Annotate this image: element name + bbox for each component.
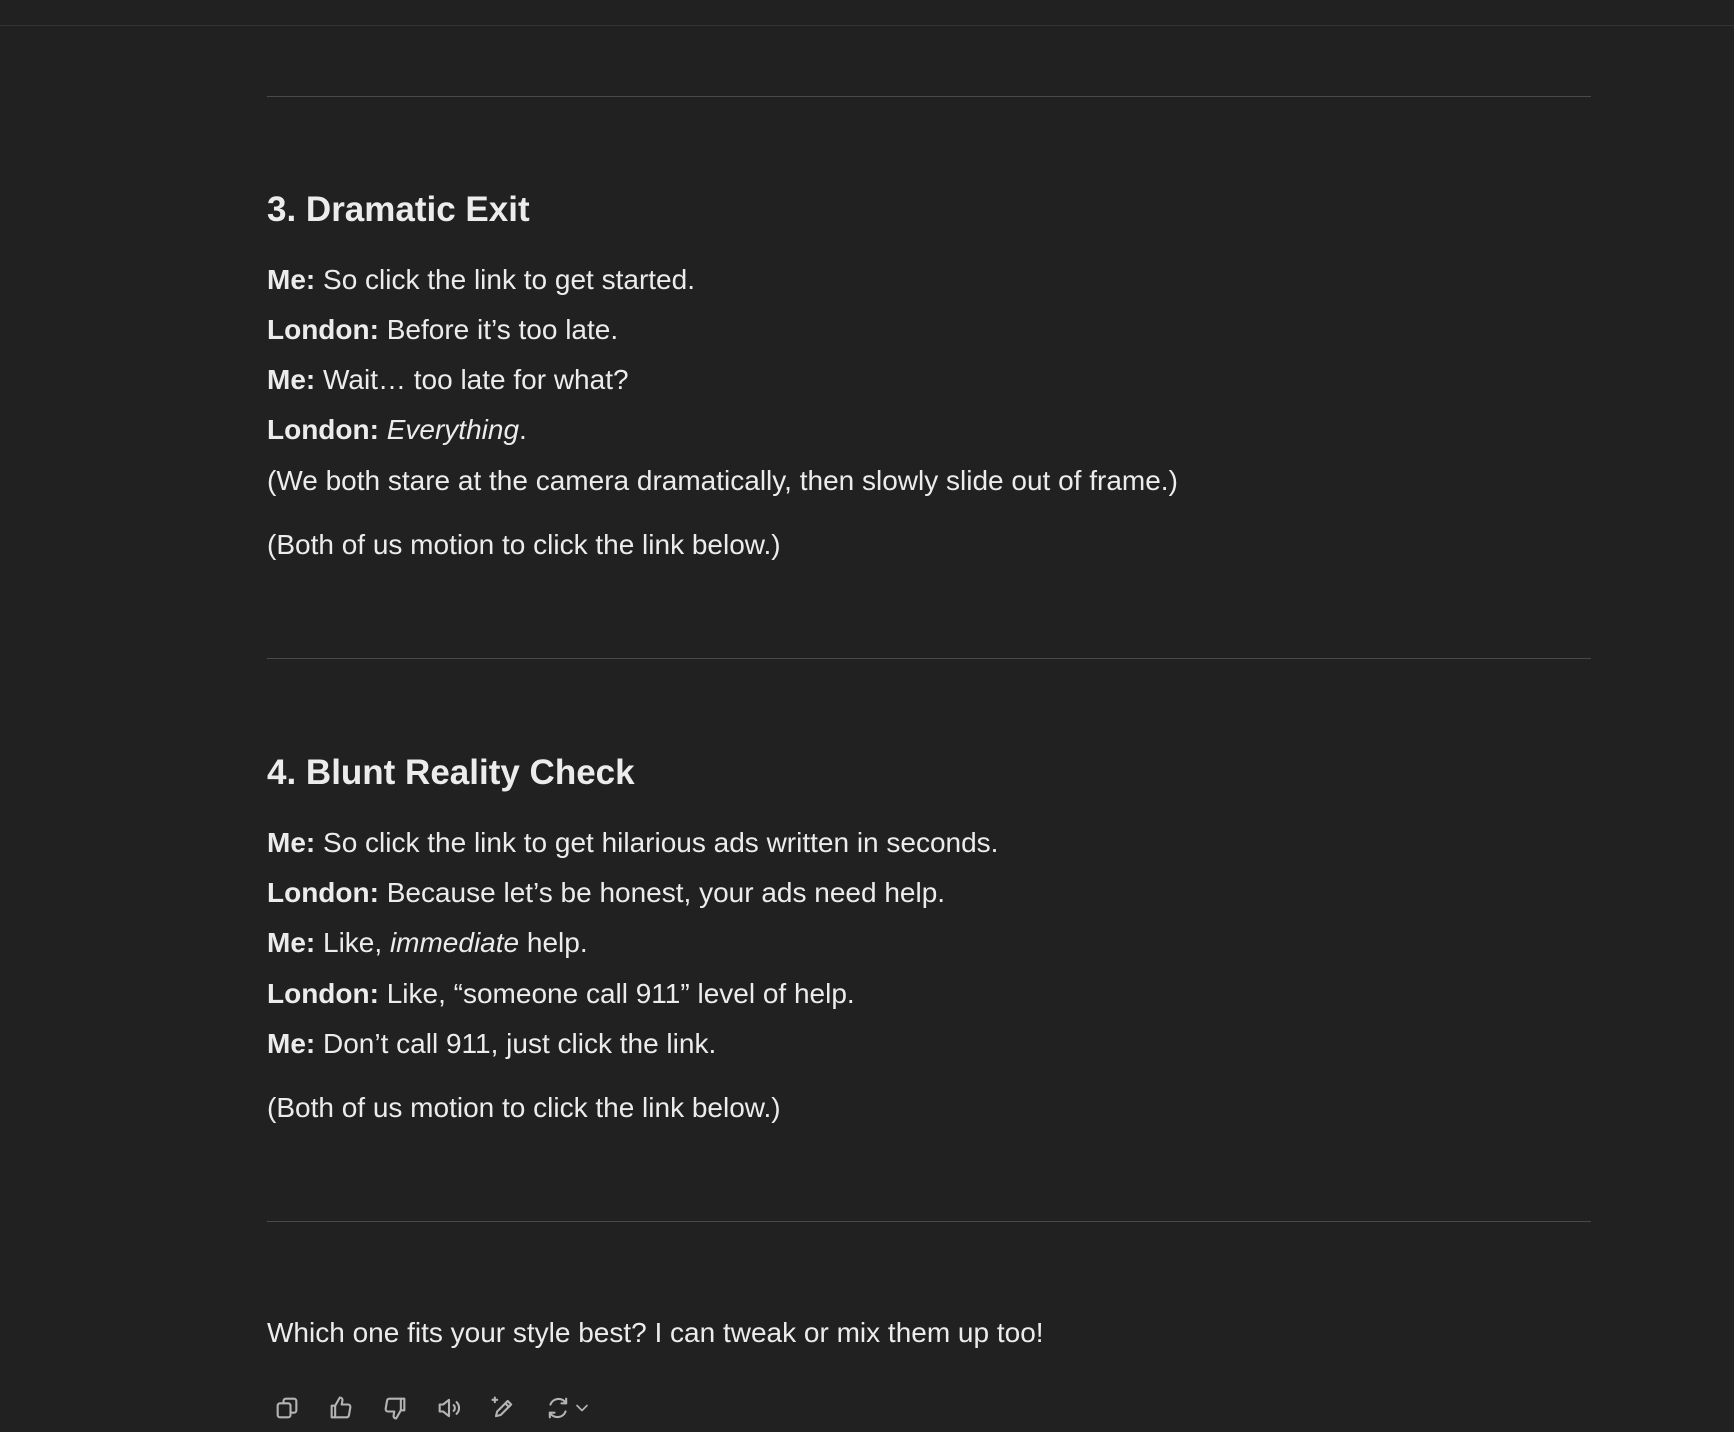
speaker-label: Me:	[267, 1028, 316, 1059]
copy-button[interactable]	[267, 1388, 307, 1428]
dialogue-text: Wait… too late for what?	[315, 364, 629, 395]
divider	[267, 1221, 1591, 1222]
dialogue-line	[267, 262, 695, 298]
speaker-label: Me:	[267, 364, 316, 395]
good-response-button[interactable]	[321, 1388, 361, 1428]
speaker-label: London:	[267, 978, 379, 1009]
edit-in-canvas-button[interactable]	[483, 1388, 523, 1428]
dialogue-line	[267, 875, 945, 911]
dialogue-text: .	[519, 414, 527, 445]
dialogue-line	[267, 362, 629, 398]
thumbs-down-icon	[381, 1394, 409, 1422]
dialogue-text: So click the link to get hilarious ads written in seconds.	[315, 827, 999, 858]
dialogue-text: Like, “someone call 911” level of help.	[378, 978, 855, 1009]
dialogue-line	[267, 925, 588, 961]
divider	[267, 658, 1591, 659]
bad-response-button[interactable]	[375, 1388, 415, 1428]
dialogue-text: Don’t call 911, just click the link.	[315, 1028, 717, 1059]
emphasis-text: immediate	[389, 927, 520, 958]
closing-direction: (Both of us motion to click the link below.)	[267, 529, 781, 560]
speaker-label: Me:	[267, 827, 316, 858]
dialogue-text: help.	[519, 927, 588, 958]
dialogue-text: So click the link to get started.	[315, 264, 695, 295]
dialogue-line	[267, 312, 618, 348]
copy-icon	[273, 1394, 301, 1422]
chevron-down-icon	[572, 1398, 592, 1418]
dialogue-line	[267, 976, 855, 1012]
edit-sparkle-icon	[489, 1394, 517, 1422]
closing-question: Which one fits your style best? I can tweak or mix them up too!	[267, 1317, 1044, 1348]
divider	[267, 96, 1591, 97]
speaker-label: London:	[267, 414, 379, 445]
regenerate-icon	[544, 1394, 572, 1422]
dialogue-line	[267, 412, 527, 448]
message-actions	[267, 1388, 613, 1428]
read-aloud-button[interactable]	[429, 1388, 469, 1428]
speaker-label: Me:	[267, 927, 316, 958]
dialogue-line	[267, 1026, 716, 1062]
emphasis-text: Everything	[386, 414, 520, 445]
speaker-label: Me:	[267, 264, 316, 295]
closing-direction: (Both of us motion to click the link below.)	[267, 1092, 781, 1123]
section-heading: 4. Blunt Reality Check	[267, 753, 635, 792]
speaker-label: London:	[267, 314, 379, 345]
section-heading: 3. Dramatic Exit	[267, 190, 530, 229]
thumbs-up-icon	[327, 1394, 355, 1422]
dialogue-line	[267, 825, 998, 861]
stage-direction: (We both stare at the camera dramatically, then slowly slide out of frame.)	[267, 465, 1178, 496]
dialogue-text: Because let’s be honest, your ads need help.	[378, 877, 946, 908]
speaker-label: London:	[267, 877, 379, 908]
dialogue-text: Like,	[315, 927, 390, 958]
dialogue-text: Before it’s too late.	[378, 314, 619, 345]
read-aloud-icon	[435, 1394, 463, 1422]
regenerate-button[interactable]	[537, 1388, 599, 1428]
top-bar	[0, 0, 1734, 26]
